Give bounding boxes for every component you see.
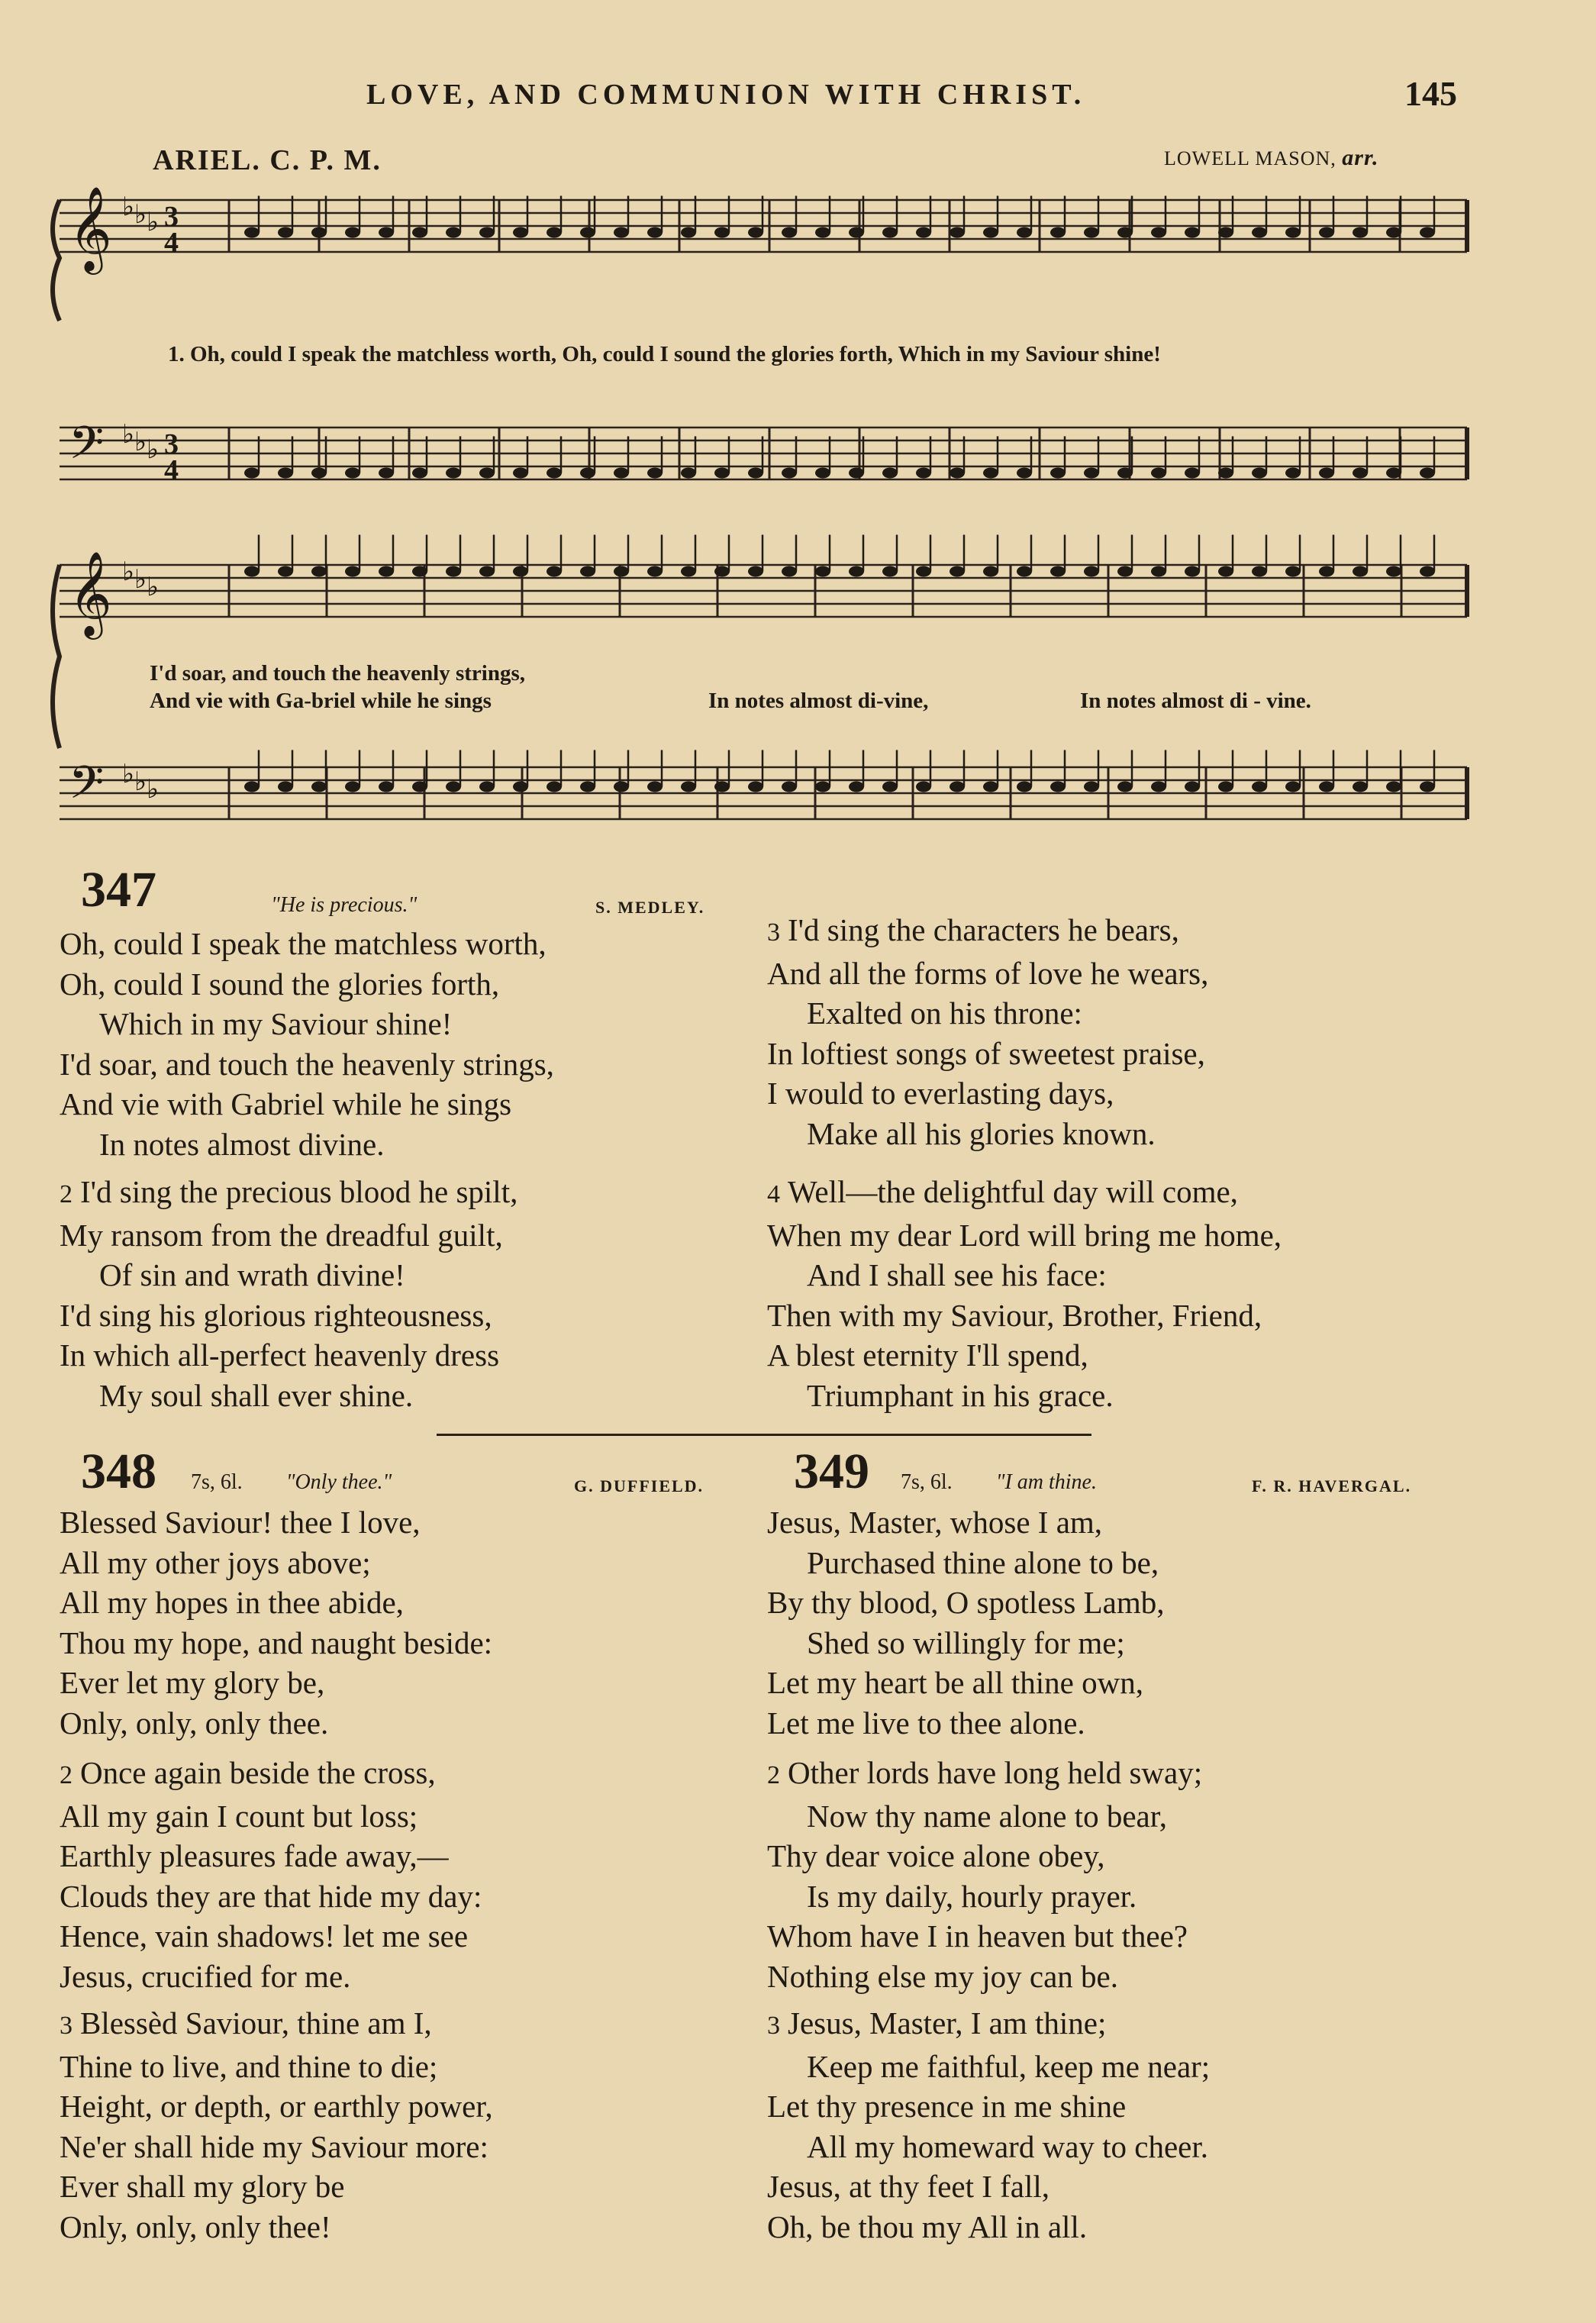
note-head bbox=[916, 468, 931, 479]
note-head bbox=[647, 566, 663, 577]
note-head bbox=[1151, 227, 1166, 238]
note-head bbox=[714, 782, 730, 792]
note-head bbox=[614, 566, 629, 577]
hymn-number: 349 bbox=[794, 1444, 869, 1499]
music-lyric-line2b: And vie with Ga-briel while he sings bbox=[150, 689, 492, 713]
note-head bbox=[1285, 566, 1301, 577]
note-head bbox=[1017, 782, 1032, 792]
hymn-meta bbox=[191, 1470, 392, 1495]
note-head bbox=[1319, 782, 1334, 792]
stanza-line: Nothing else my joy can be. bbox=[767, 1958, 1119, 1994]
stanza-line: Height, or depth, or earthly power, bbox=[60, 2089, 493, 2124]
stanza-line: Which in my Saviour shine! bbox=[99, 1006, 453, 1041]
note-head bbox=[748, 566, 763, 577]
note-head bbox=[849, 782, 864, 792]
note-head bbox=[379, 468, 394, 479]
stanza-line: My ransom from the dreadful guilt, bbox=[60, 1217, 503, 1253]
note-head bbox=[647, 227, 663, 238]
note-head bbox=[345, 566, 360, 577]
note-head bbox=[1285, 468, 1301, 479]
note-head bbox=[1218, 468, 1233, 479]
note-head bbox=[345, 468, 360, 479]
stanza bbox=[60, 2003, 493, 2247]
note-head bbox=[1117, 468, 1133, 479]
flat-sign: ♭ bbox=[147, 776, 160, 804]
note-head bbox=[1218, 227, 1233, 238]
note-head bbox=[714, 227, 730, 238]
note-head bbox=[815, 782, 830, 792]
stanza-line: Ever let my glory be, bbox=[60, 1665, 325, 1700]
note-head bbox=[1386, 566, 1401, 577]
stanza-line: Ne'er shall hide my Saviour more: bbox=[60, 2128, 488, 2164]
note-head bbox=[882, 782, 898, 792]
note-head bbox=[1117, 566, 1133, 577]
stanza-line: Keep me faithful, keep me near; bbox=[807, 2048, 1211, 2084]
composer-name: LOWELL MASON, bbox=[1164, 147, 1336, 169]
time-signature: 3 bbox=[164, 428, 179, 460]
note-head bbox=[278, 468, 293, 479]
stanza-line: Let my heart be all thine own, bbox=[767, 1665, 1143, 1700]
note-head bbox=[278, 566, 293, 577]
music-lyric-line2a: I'd soar, and touch the heavenly strings, bbox=[150, 661, 526, 686]
note-head bbox=[849, 468, 864, 479]
note-head bbox=[479, 468, 495, 479]
note-head bbox=[1285, 782, 1301, 792]
stanza bbox=[767, 1502, 1164, 1743]
time-signature: 4 bbox=[164, 227, 179, 259]
note-head bbox=[379, 227, 394, 238]
note-head bbox=[849, 566, 864, 577]
note-head bbox=[647, 468, 663, 479]
hymn-meter: 7s, 6l. bbox=[901, 1470, 953, 1494]
flat-sign: ♭ bbox=[122, 421, 135, 449]
note-head bbox=[916, 782, 931, 792]
note-head bbox=[782, 227, 797, 238]
hymn-number: 348 bbox=[81, 1444, 156, 1499]
flat-sign: ♭ bbox=[147, 573, 160, 602]
note-head bbox=[1084, 227, 1099, 238]
stanza-line: When my dear Lord will bring me home, bbox=[767, 1217, 1282, 1253]
stanza-line: Earthly pleasures fade away,— bbox=[60, 1838, 449, 1873]
hymn-subtitle-text: "Only thee." bbox=[285, 1470, 392, 1494]
stanza-line: Jesus, crucified for me. bbox=[60, 1958, 351, 1994]
stanza bbox=[60, 1502, 492, 1743]
note-head bbox=[1252, 227, 1267, 238]
note-head bbox=[580, 227, 595, 238]
note-head bbox=[1252, 782, 1267, 792]
note-head bbox=[412, 227, 427, 238]
note-head bbox=[1151, 566, 1166, 577]
note-head bbox=[983, 566, 998, 577]
stanza-line: Thine to live, and thine to die; bbox=[60, 2048, 438, 2084]
note-head bbox=[882, 468, 898, 479]
note-head bbox=[782, 468, 797, 479]
note-head bbox=[983, 782, 998, 792]
stanza-line: Only, only, only thee! bbox=[60, 2208, 331, 2244]
flat-sign: ♭ bbox=[147, 208, 160, 237]
note-head bbox=[950, 566, 965, 577]
verse-number: 2 bbox=[767, 1761, 780, 1789]
note-head bbox=[983, 227, 998, 238]
note-head bbox=[748, 782, 763, 792]
note-head bbox=[244, 566, 260, 577]
bass-clef: 𝄢 bbox=[69, 758, 105, 819]
note-head bbox=[1319, 566, 1334, 577]
hymn-subtitle-text: "I am thine. bbox=[995, 1470, 1097, 1494]
stanza-line: All my gain I count but loss; bbox=[60, 1798, 418, 1834]
note-head bbox=[1151, 468, 1166, 479]
note-head bbox=[412, 782, 427, 792]
note-head bbox=[412, 468, 427, 479]
stanza-line: I'd soar, and touch the heavenly strings, bbox=[60, 1046, 554, 1082]
note-head bbox=[580, 468, 595, 479]
note-head bbox=[1185, 468, 1200, 479]
note-head bbox=[1084, 782, 1099, 792]
stanza-line: In which all-perfect heavenly dress bbox=[60, 1337, 500, 1373]
note-head bbox=[1151, 782, 1166, 792]
note-head bbox=[681, 468, 696, 479]
stanza-line: Clouds they are that hide my day: bbox=[60, 1878, 482, 1914]
system-brace-1 bbox=[53, 200, 60, 321]
note-head bbox=[547, 782, 562, 792]
stanza-line: All my other joys above; bbox=[60, 1544, 371, 1580]
note-head bbox=[1252, 468, 1267, 479]
note-head bbox=[647, 782, 663, 792]
hymn-author: G. DUFFIELD. bbox=[574, 1476, 704, 1495]
stanza-line: A blest eternity I'll spend, bbox=[767, 1337, 1088, 1373]
stanza-line: Thy dear voice alone obey, bbox=[767, 1838, 1105, 1873]
stanza-line: Hence, vain shadows! let me see bbox=[60, 1918, 469, 1954]
stanza-line: Only, only, only thee. bbox=[60, 1705, 329, 1741]
stanza bbox=[60, 1172, 517, 1415]
stanza-line: Shed so willingly for me; bbox=[807, 1624, 1125, 1660]
music-lyric-line2c: In notes almost di-vine, bbox=[708, 689, 929, 713]
note-head bbox=[1420, 468, 1435, 479]
stanza-line: Thou my hope, and naught beside: bbox=[60, 1624, 493, 1660]
note-head bbox=[782, 566, 797, 577]
verse-number: 2 bbox=[60, 1180, 73, 1208]
note-head bbox=[882, 566, 898, 577]
note-head bbox=[714, 566, 730, 577]
stanza-line: Now thy name alone to bear, bbox=[807, 1798, 1167, 1834]
verse-number: 3 bbox=[767, 2012, 780, 2040]
stanza-line: Of sin and wrath divine! bbox=[99, 1257, 405, 1292]
stanza-line: Jesus, at thy feet I fall, bbox=[767, 2169, 1050, 2204]
stanza-line: Exalted on his throne: bbox=[807, 995, 1082, 1031]
note-head bbox=[1017, 566, 1032, 577]
note-head bbox=[950, 782, 965, 792]
note-head bbox=[446, 566, 461, 577]
note-head bbox=[278, 227, 293, 238]
note-head bbox=[311, 782, 327, 792]
stanza bbox=[767, 2003, 1210, 2247]
stanza-line: By thy blood, O spotless Lamb, bbox=[767, 1585, 1165, 1620]
stanza-line: And all the forms of love he wears, bbox=[767, 955, 1209, 991]
stanza-line: In notes almost divine. bbox=[99, 1126, 385, 1162]
note-head bbox=[1386, 782, 1401, 792]
note-head bbox=[1420, 782, 1435, 792]
stanza-line: Blessed Saviour! thee I love, bbox=[60, 1505, 421, 1540]
note-head bbox=[748, 468, 763, 479]
stanza-line: Purchased thine alone to be, bbox=[807, 1544, 1159, 1580]
stanza-line: And vie with Gabriel while he sings bbox=[60, 1086, 512, 1121]
stanza-line: In loftiest songs of sweetest praise, bbox=[767, 1035, 1205, 1071]
note-head bbox=[446, 227, 461, 238]
note-head bbox=[614, 782, 629, 792]
note-head bbox=[580, 782, 595, 792]
note-head bbox=[244, 227, 260, 238]
note-head bbox=[580, 566, 595, 577]
stanza-line: Jesus, Master, whose I am, bbox=[767, 1505, 1103, 1540]
note-head bbox=[345, 782, 360, 792]
note-head bbox=[311, 227, 327, 238]
note-head bbox=[1353, 782, 1368, 792]
note-head bbox=[547, 227, 562, 238]
note-head bbox=[1017, 227, 1032, 238]
page-number: 145 bbox=[1404, 74, 1457, 113]
stanza-line: I'd sing the characters he bears, bbox=[788, 912, 1179, 947]
note-head bbox=[1084, 566, 1099, 577]
note-head bbox=[1420, 566, 1435, 577]
note-head bbox=[1319, 468, 1334, 479]
time-signature: 3 bbox=[164, 201, 179, 233]
stanza-line: I would to everlasting days, bbox=[767, 1076, 1114, 1111]
music-score bbox=[0, 0, 1596, 916]
arrangement-mark: arr. bbox=[1342, 145, 1379, 170]
note-head bbox=[513, 566, 528, 577]
flat-sign: ♭ bbox=[122, 558, 135, 586]
stanza-line: Let me live to thee alone. bbox=[767, 1705, 1085, 1741]
stanza-line: Ever shall my glory be bbox=[60, 2169, 345, 2204]
note-head bbox=[882, 227, 898, 238]
hymn-meta bbox=[901, 1470, 1097, 1495]
note-head bbox=[815, 566, 830, 577]
note-head bbox=[815, 227, 830, 238]
flat-sign: ♭ bbox=[134, 428, 147, 457]
verse-number: 3 bbox=[767, 918, 780, 947]
note-head bbox=[479, 782, 495, 792]
stanza bbox=[767, 910, 1208, 1153]
verse-number: 3 bbox=[60, 2012, 73, 2040]
music-lyric-line2d: In notes almost di - vine. bbox=[1080, 689, 1311, 713]
note-head bbox=[479, 227, 495, 238]
note-head bbox=[547, 566, 562, 577]
stanza-line: Let thy presence in me shine bbox=[767, 2089, 1127, 2124]
hymn-number: 347 bbox=[81, 862, 156, 918]
note-head bbox=[1185, 227, 1200, 238]
note-head bbox=[1017, 468, 1032, 479]
note-head bbox=[681, 227, 696, 238]
stanza-line: My soul shall ever shine. bbox=[99, 1377, 414, 1413]
note-head bbox=[1386, 227, 1401, 238]
note-head bbox=[1185, 566, 1200, 577]
note-head bbox=[1319, 227, 1334, 238]
stanza-line: I'd sing his glorious righteousness, bbox=[60, 1297, 492, 1333]
stanza-line: Once again beside the cross, bbox=[80, 1755, 436, 1790]
hymn-author: S. MEDLEY. bbox=[595, 898, 705, 917]
note-head bbox=[479, 566, 495, 577]
note-head bbox=[1050, 566, 1066, 577]
treble-clef: 𝄞 bbox=[69, 553, 112, 634]
clefs bbox=[69, 187, 179, 819]
flat-sign: ♭ bbox=[122, 193, 135, 221]
note-head bbox=[1117, 782, 1133, 792]
stanza bbox=[60, 924, 554, 1164]
note-head bbox=[311, 468, 327, 479]
note-head bbox=[916, 566, 931, 577]
note-head bbox=[815, 468, 830, 479]
note-head bbox=[446, 782, 461, 792]
stanza bbox=[767, 1753, 1202, 1996]
note-head bbox=[1218, 566, 1233, 577]
flat-sign: ♭ bbox=[134, 566, 147, 594]
note-head bbox=[1050, 468, 1066, 479]
note-head bbox=[379, 782, 394, 792]
note-head bbox=[1218, 782, 1233, 792]
note-head bbox=[614, 227, 629, 238]
note-head bbox=[681, 566, 696, 577]
hymn-subtitle bbox=[271, 893, 417, 918]
note-head bbox=[1084, 468, 1099, 479]
flat-sign: ♭ bbox=[147, 436, 160, 464]
note-head bbox=[412, 566, 427, 577]
note-head bbox=[1386, 468, 1401, 479]
system-brace-2 bbox=[53, 565, 60, 748]
note-head bbox=[1353, 227, 1368, 238]
note-head bbox=[1050, 227, 1066, 238]
music-lyric-line1: 1. Oh, could I speak the matchless worth, Oh, could I sound the glories forth, Which in my Saviour shine! bbox=[168, 342, 1161, 366]
note-head bbox=[1285, 227, 1301, 238]
note-head bbox=[513, 782, 528, 792]
bass-clef: 𝄢 bbox=[69, 418, 105, 479]
stanza-line: Then with my Saviour, Brother, Friend, bbox=[767, 1297, 1262, 1333]
note-head bbox=[1420, 227, 1435, 238]
note-head bbox=[849, 227, 864, 238]
stanza-line: And I shall see his face: bbox=[807, 1257, 1107, 1292]
stanza-line: Blessèd Saviour, thine am I, bbox=[80, 2005, 432, 2041]
stanza-line: Oh, be thou my All in all. bbox=[767, 2208, 1088, 2244]
flat-sign: ♭ bbox=[134, 768, 147, 796]
treble-clef: 𝄞 bbox=[69, 188, 112, 269]
stanza-line: I'd sing the precious blood he spilt, bbox=[80, 1174, 518, 1209]
note-head bbox=[714, 468, 730, 479]
note-head bbox=[614, 468, 629, 479]
note-head bbox=[1185, 782, 1200, 792]
note-head bbox=[345, 227, 360, 238]
tune-name: ARIEL. C. P. M. bbox=[153, 144, 382, 176]
note-head bbox=[1050, 782, 1066, 792]
bar-lines bbox=[229, 200, 1467, 819]
running-title: LOVE, AND COMMUNION WITH CHRIST. bbox=[366, 79, 1086, 111]
stanza-line: Well—the delightful day will come, bbox=[788, 1174, 1238, 1209]
stanza bbox=[60, 1753, 482, 1996]
note-head bbox=[983, 468, 998, 479]
note-head bbox=[950, 468, 965, 479]
flat-sign: ♭ bbox=[122, 760, 135, 789]
note-head bbox=[244, 468, 260, 479]
note-head bbox=[311, 566, 327, 577]
hymn-meter: 7s, 6l. bbox=[191, 1470, 243, 1494]
verse-number: 2 bbox=[60, 1761, 73, 1789]
stanza-line: All my hopes in thee abide, bbox=[60, 1585, 404, 1620]
stanza-line: Other lords have long held sway; bbox=[788, 1755, 1203, 1790]
note-head bbox=[748, 227, 763, 238]
note-head bbox=[1117, 227, 1133, 238]
note-head bbox=[782, 782, 797, 792]
note-head bbox=[379, 566, 394, 577]
stanza-line: All my homeward way to cheer. bbox=[807, 2128, 1209, 2164]
note-head bbox=[513, 227, 528, 238]
stanza bbox=[767, 1172, 1282, 1415]
stanza-line: Oh, could I sound the glories forth, bbox=[60, 966, 500, 1002]
verse-number: 4 bbox=[767, 1180, 780, 1208]
note-head bbox=[513, 468, 528, 479]
flat-sign: ♭ bbox=[134, 201, 147, 229]
stanza-line: Triumphant in his grace. bbox=[807, 1377, 1114, 1413]
note-head bbox=[547, 468, 562, 479]
note-head bbox=[681, 782, 696, 792]
note-head bbox=[446, 468, 461, 479]
stanza-line: Whom have I in heaven but thee? bbox=[767, 1918, 1188, 1954]
section-divider bbox=[437, 1434, 1091, 1436]
note-head bbox=[1353, 566, 1368, 577]
stanza-line: Jesus, Master, I am thine; bbox=[788, 2005, 1107, 2041]
note-head bbox=[244, 782, 260, 792]
stanza-line: Make all his glories known. bbox=[807, 1115, 1156, 1151]
stanza-line: Is my daily, hourly prayer. bbox=[807, 1878, 1137, 1914]
note-head bbox=[1252, 566, 1267, 577]
stanza-line: Oh, could I speak the matchless worth, bbox=[60, 926, 547, 961]
time-signature: 4 bbox=[164, 454, 179, 486]
note-head bbox=[1353, 468, 1368, 479]
hymn-author: F. R. HAVERGAL. bbox=[1252, 1476, 1412, 1495]
note-head bbox=[950, 227, 965, 238]
note-head bbox=[916, 227, 931, 238]
note-head bbox=[278, 782, 293, 792]
hymn-subtitle-text: "He is precious." bbox=[271, 893, 418, 917]
staff-lines bbox=[60, 200, 1467, 819]
